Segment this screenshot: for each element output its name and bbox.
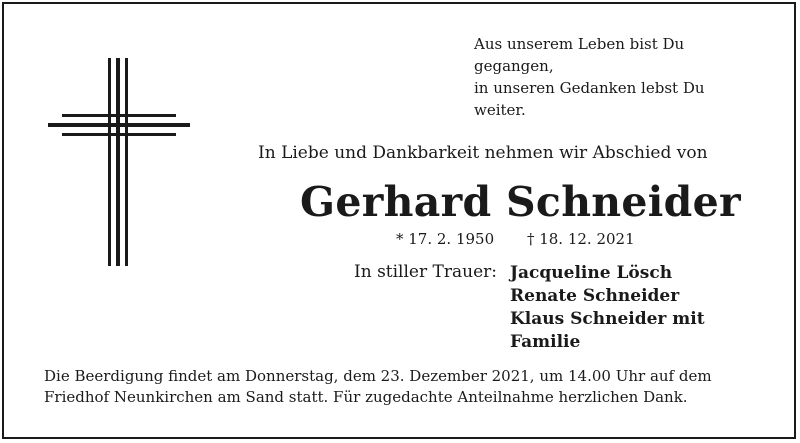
funeral-notice xyxy=(44,366,764,408)
quote-line: gegangen, xyxy=(474,57,554,75)
quote-line: in unseren Gedanken lebst Du xyxy=(474,79,705,97)
memorial-quote xyxy=(474,33,774,121)
birth-date: * 17. 2. 1950 xyxy=(396,230,495,248)
quote-line: Aus unserem Leben bist Du xyxy=(474,35,685,53)
mourner-name: Klaus Schneider mit xyxy=(510,309,705,329)
mourner-name: Renate Schneider xyxy=(510,286,680,306)
mourning-label: In stiller Trauer: xyxy=(354,262,497,282)
quote-line: weiter. xyxy=(474,101,526,119)
funeral-notice-line: Friedhof Neunkirchen am Sand statt. Für zugedachte Anteilnahme herzlichen Dank. xyxy=(44,388,688,406)
mourner-name: Familie xyxy=(510,332,581,352)
death-date: † 18. 12. 2021 xyxy=(526,230,635,248)
christian-cross-icon xyxy=(48,58,190,266)
intro-text: In Liebe und Dankbarkeit nehmen wir Abschied von xyxy=(258,143,708,163)
life-dates xyxy=(396,230,635,248)
funeral-notice-line: Die Beerdigung findet am Donnerstag, dem 23. Dezember 2021, um 14.00 Uhr auf dem xyxy=(44,367,712,385)
mourner-list xyxy=(510,262,705,354)
deceased-name: Gerhard Schneider xyxy=(300,178,741,226)
mourner-name: Jacqueline Lösch xyxy=(510,263,673,283)
